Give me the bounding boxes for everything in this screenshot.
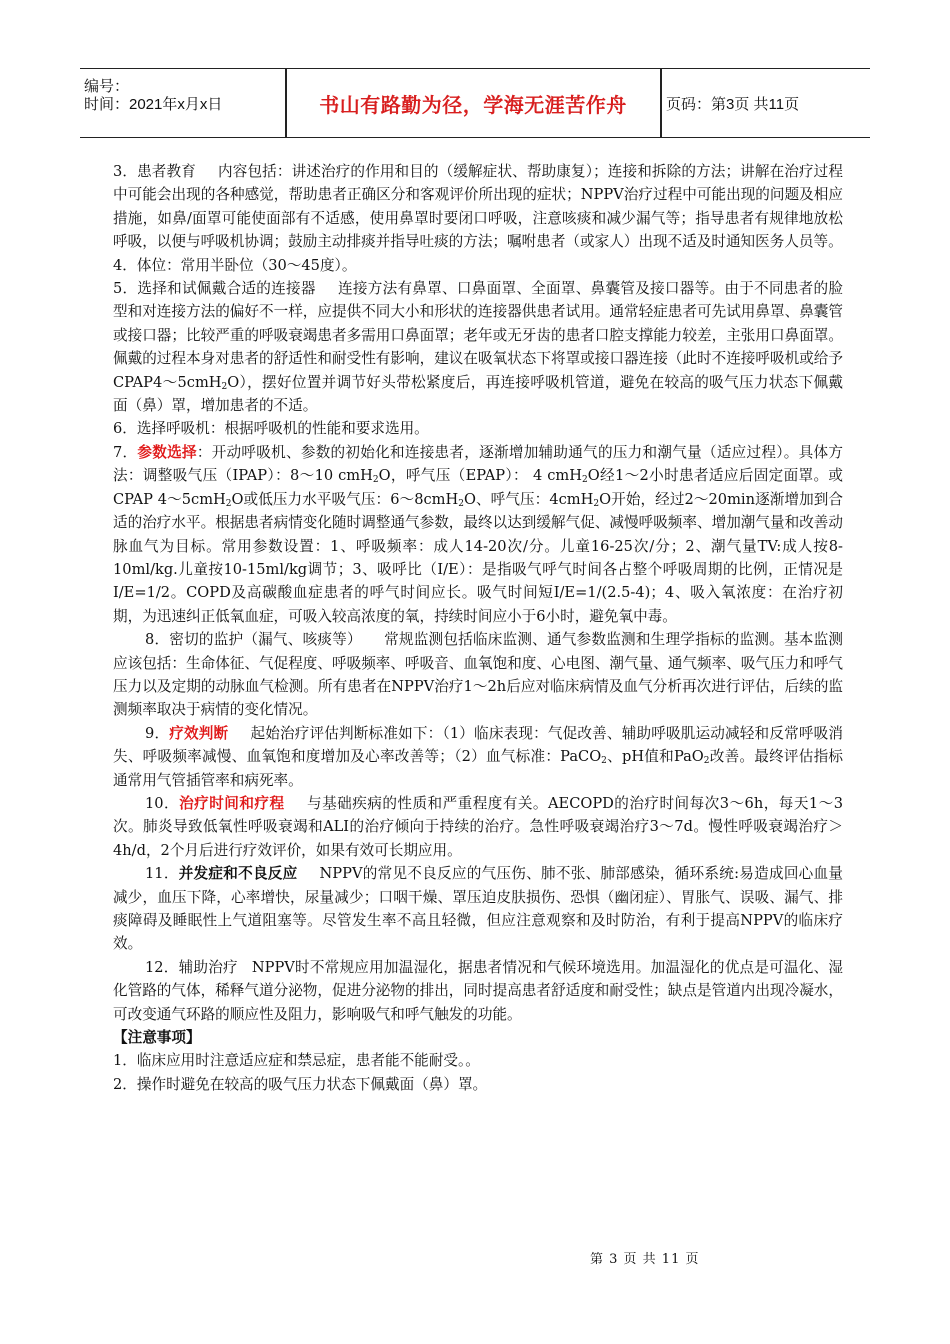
paragraph-text: 、pH值和PaO xyxy=(606,748,704,766)
paragraph-text: O，呼气压（EPAP）： 4 cmH xyxy=(378,467,582,485)
number-label: 编号： xyxy=(84,78,130,95)
section-heading: 5．选择和试佩戴合适的连接器 xyxy=(113,280,316,298)
subscript: 2 xyxy=(458,498,464,509)
subscript: 2 xyxy=(593,498,600,509)
paragraph-text: O、呼气压：4cmH xyxy=(463,490,594,508)
subscript: 2 xyxy=(703,756,710,767)
paragraph-monitoring xyxy=(113,628,843,722)
paragraph-complications xyxy=(113,862,843,956)
section-number: 9． xyxy=(145,724,170,742)
paragraph-duration xyxy=(113,792,843,862)
section-heading: 8．密切的监护（漏气、咳痰等） xyxy=(145,631,362,649)
paragraph-text: O），摆好位置并调节好头带松紧度后，再连接呼吸机管道，避免在较高的吸气压力状态下佩戴面（鼻）罩，增加患者的不适。 xyxy=(113,373,843,415)
date-label: 时间：2021年x月x日 xyxy=(84,96,223,113)
section-heading: 3．患者教育 xyxy=(113,163,196,180)
paragraph-text: 常规监测包括临床监测、通气参数监测和生理学指标的监测。基本监测应该包括：生命体征、气促程度、呼吸频率、呼吸音、血氧饱和度、心电图、潮气量、通气频率、吸气压力和呼气压力以及定期的动脉血气检测。所有患者在NPPV治疗1～2h后应对临床病情及血气分析再次进行评估，后续的监测频率取决于病情的变化情况。 xyxy=(113,631,843,719)
paragraph-connector xyxy=(113,277,843,417)
subscript: 2 xyxy=(225,498,232,509)
paragraph-text: O或低压力水平吸气压：6～8cmH xyxy=(231,490,459,508)
paragraph-text: 改善。最终评估指标通常用气管插管率和病死率。 xyxy=(113,748,843,789)
section-number: 10． xyxy=(145,794,180,812)
paragraph-text: 与基础疾病的性质和严重程度有关。AECOPD的治疗时间每次3～6h，每天1～3次。肺炎导致低氧性呼吸衰竭和ALI的治疗倾向于持续的治疗。急性呼吸衰竭治疗3～7d。慢性呼吸衰竭治疗＞4h/d，2个月后进行疗效评价，如果有效可长期应用。 xyxy=(113,794,843,859)
paragraph-text: 起始治疗评估判断标准如下：（1）临床表现：气促改善、辅助呼吸肌运动减轻和反常呼吸消失、呼吸频率减慢、血氧饱和度增加及心率改善等；（2）血气标准：PaCO xyxy=(113,724,843,766)
page-header xyxy=(80,68,870,138)
header-motto: 书山有路勤为径，学海无涯苦作舟 xyxy=(319,92,627,117)
section-heading: 治疗时间和疗程 xyxy=(179,794,285,812)
subscript: 2 xyxy=(601,756,607,767)
paragraph-text: 连接方法有鼻罩、口鼻面罩、全面罩、鼻囊管及接口器等。由于不同患者的脸型和对连接方法的偏好不一样，应提供不同大小和形状的连接器供患者试用。通常轻症患者可先试用鼻罩、鼻囊管或接口器；比较严重的呼吸衰竭患者多需用口鼻面罩；老年或无牙齿的患者口腔支撑能力较差，主张用口鼻面罩。佩戴的过程本身对患者的舒适性和耐受性有影响，建议在吸氧状态下将罩或接口器连接（此时不连接呼吸机或给予CPAP4～5cmH xyxy=(113,280,843,391)
paragraph-efficacy xyxy=(113,722,843,792)
header-meta xyxy=(80,69,285,137)
paragraph-text: 内容包括：讲述治疗的作用和目的（缓解症状、帮助康复）；连接和拆除的方法；讲解在治疗过程中可能会出现的各种感觉，帮助患者正确区分和客观评价所出现的症状；NPPV治疗过程中可能出现的问题及相应措施，如鼻/面罩可能使面部有不适感，使用鼻罩时要闭口呼吸，注意咳痰和减少漏气等；指导患者有规律地放松呼吸，以便与呼吸机协调；鼓励主动排痰并指导吐痰的方法；嘱咐患者（或家人）出现不适及时通知医务人员等。 xyxy=(113,163,843,251)
section-heading: 12．辅助治疗 xyxy=(145,958,238,976)
document-body xyxy=(113,160,843,1096)
note-item: 2．操作时避免在较高的吸气压力状态下佩戴面（鼻）罩。 xyxy=(113,1075,488,1093)
subscript: 2 xyxy=(221,381,228,392)
subscript: 2 xyxy=(581,475,588,486)
paragraph-text: ：开动呼吸机、参数的初始化和连接患者，逐渐增加辅助通气的压力和潮气量（适应过程）。具体方法：调整吸气压（IPAP）：8～10 cmH xyxy=(113,443,843,485)
paragraph-text: NPPV时不常规应用加温湿化，据患者情况和气候环境选用。加温湿化的优点是可温化、湿化管路的气体，稀释气道分泌物，促进分泌物的排出，同时提高患者舒适度和耐受性；缺点是管道内出现冷凝水，可改变通气环路的顺应性及阻力，影响吸气和呼气触发的功能。 xyxy=(113,958,843,1023)
note-item: 1．临床应用时注意适应症和禁忌症，患者能不能耐受。。 xyxy=(113,1052,480,1070)
notes-heading: 【注意事项】 xyxy=(113,1029,201,1047)
section-number: 7． xyxy=(113,443,138,461)
section-heading: 疗效判断 xyxy=(169,724,229,742)
paragraph-text: O开始，经过2～20min逐渐增加到合适的治疗水平。根据患者病情变化随时调整通气参数，最终以达到缓解气促、减慢呼吸频率、增加潮气量和改善动脉血气为目标。常用参数设置：1、呼吸频率：成人14-20次/分。儿童16-25次/分；2、潮气量TV:成人按8-10ml/kg.儿童按10-15ml/kg调节；3、吸呼比（I/E）：是指吸气呼气时间各占整个呼吸周期的比例，正情况是I/E=1/2。COPD及高碳酸血症患者的呼气时间应长。吸气时间短I/E=1/(2.5-4)；4、吸入氧浓度：在治疗初期，为迅速纠正低氧血症，可吸入较高浓度的氧，持续时间应小于6小时，避免氧中毒。 xyxy=(113,490,843,625)
subscript: 2 xyxy=(372,475,379,486)
paragraph-position: 4．体位：常用半卧位（30～45度）。 xyxy=(113,256,357,274)
header-page-label: 页码：第3页 共11页 xyxy=(666,95,800,113)
page-footer: 第 3 页 共 11 页 xyxy=(590,1252,700,1267)
section-heading: 参数选择 xyxy=(137,443,197,461)
paragraph-parameters xyxy=(113,441,843,628)
header-divider xyxy=(660,69,662,137)
paragraph-patient-education xyxy=(113,160,843,254)
paragraph-ventilator: 6．选择呼吸机：根据呼吸机的性能和要求选用。 xyxy=(113,420,429,438)
section-heading: 并发症和不良反应 xyxy=(178,865,298,883)
paragraph-text: O经1～2小时患者适应后固定面罩。或CPAP 4～5cmH xyxy=(113,467,843,508)
section-number: 11． xyxy=(145,865,179,883)
paragraph-adjunct xyxy=(113,956,843,1026)
paragraph-text: NPPV的常见不良反应的气压伤、肺不张、肺部感染，循环系统:易造成回心血量减少，血压下降，心率增快，尿量减少；口咽干燥、罩压迫皮肤损伤、恐惧（幽闭症）、胃胀气、误吸、漏气、排痰障碍及睡眠性上气道阻塞等。尽管发生率不高且轻微，但应注意观察和及时防治，有利于提高NPPV的临床疗效。 xyxy=(113,865,843,953)
